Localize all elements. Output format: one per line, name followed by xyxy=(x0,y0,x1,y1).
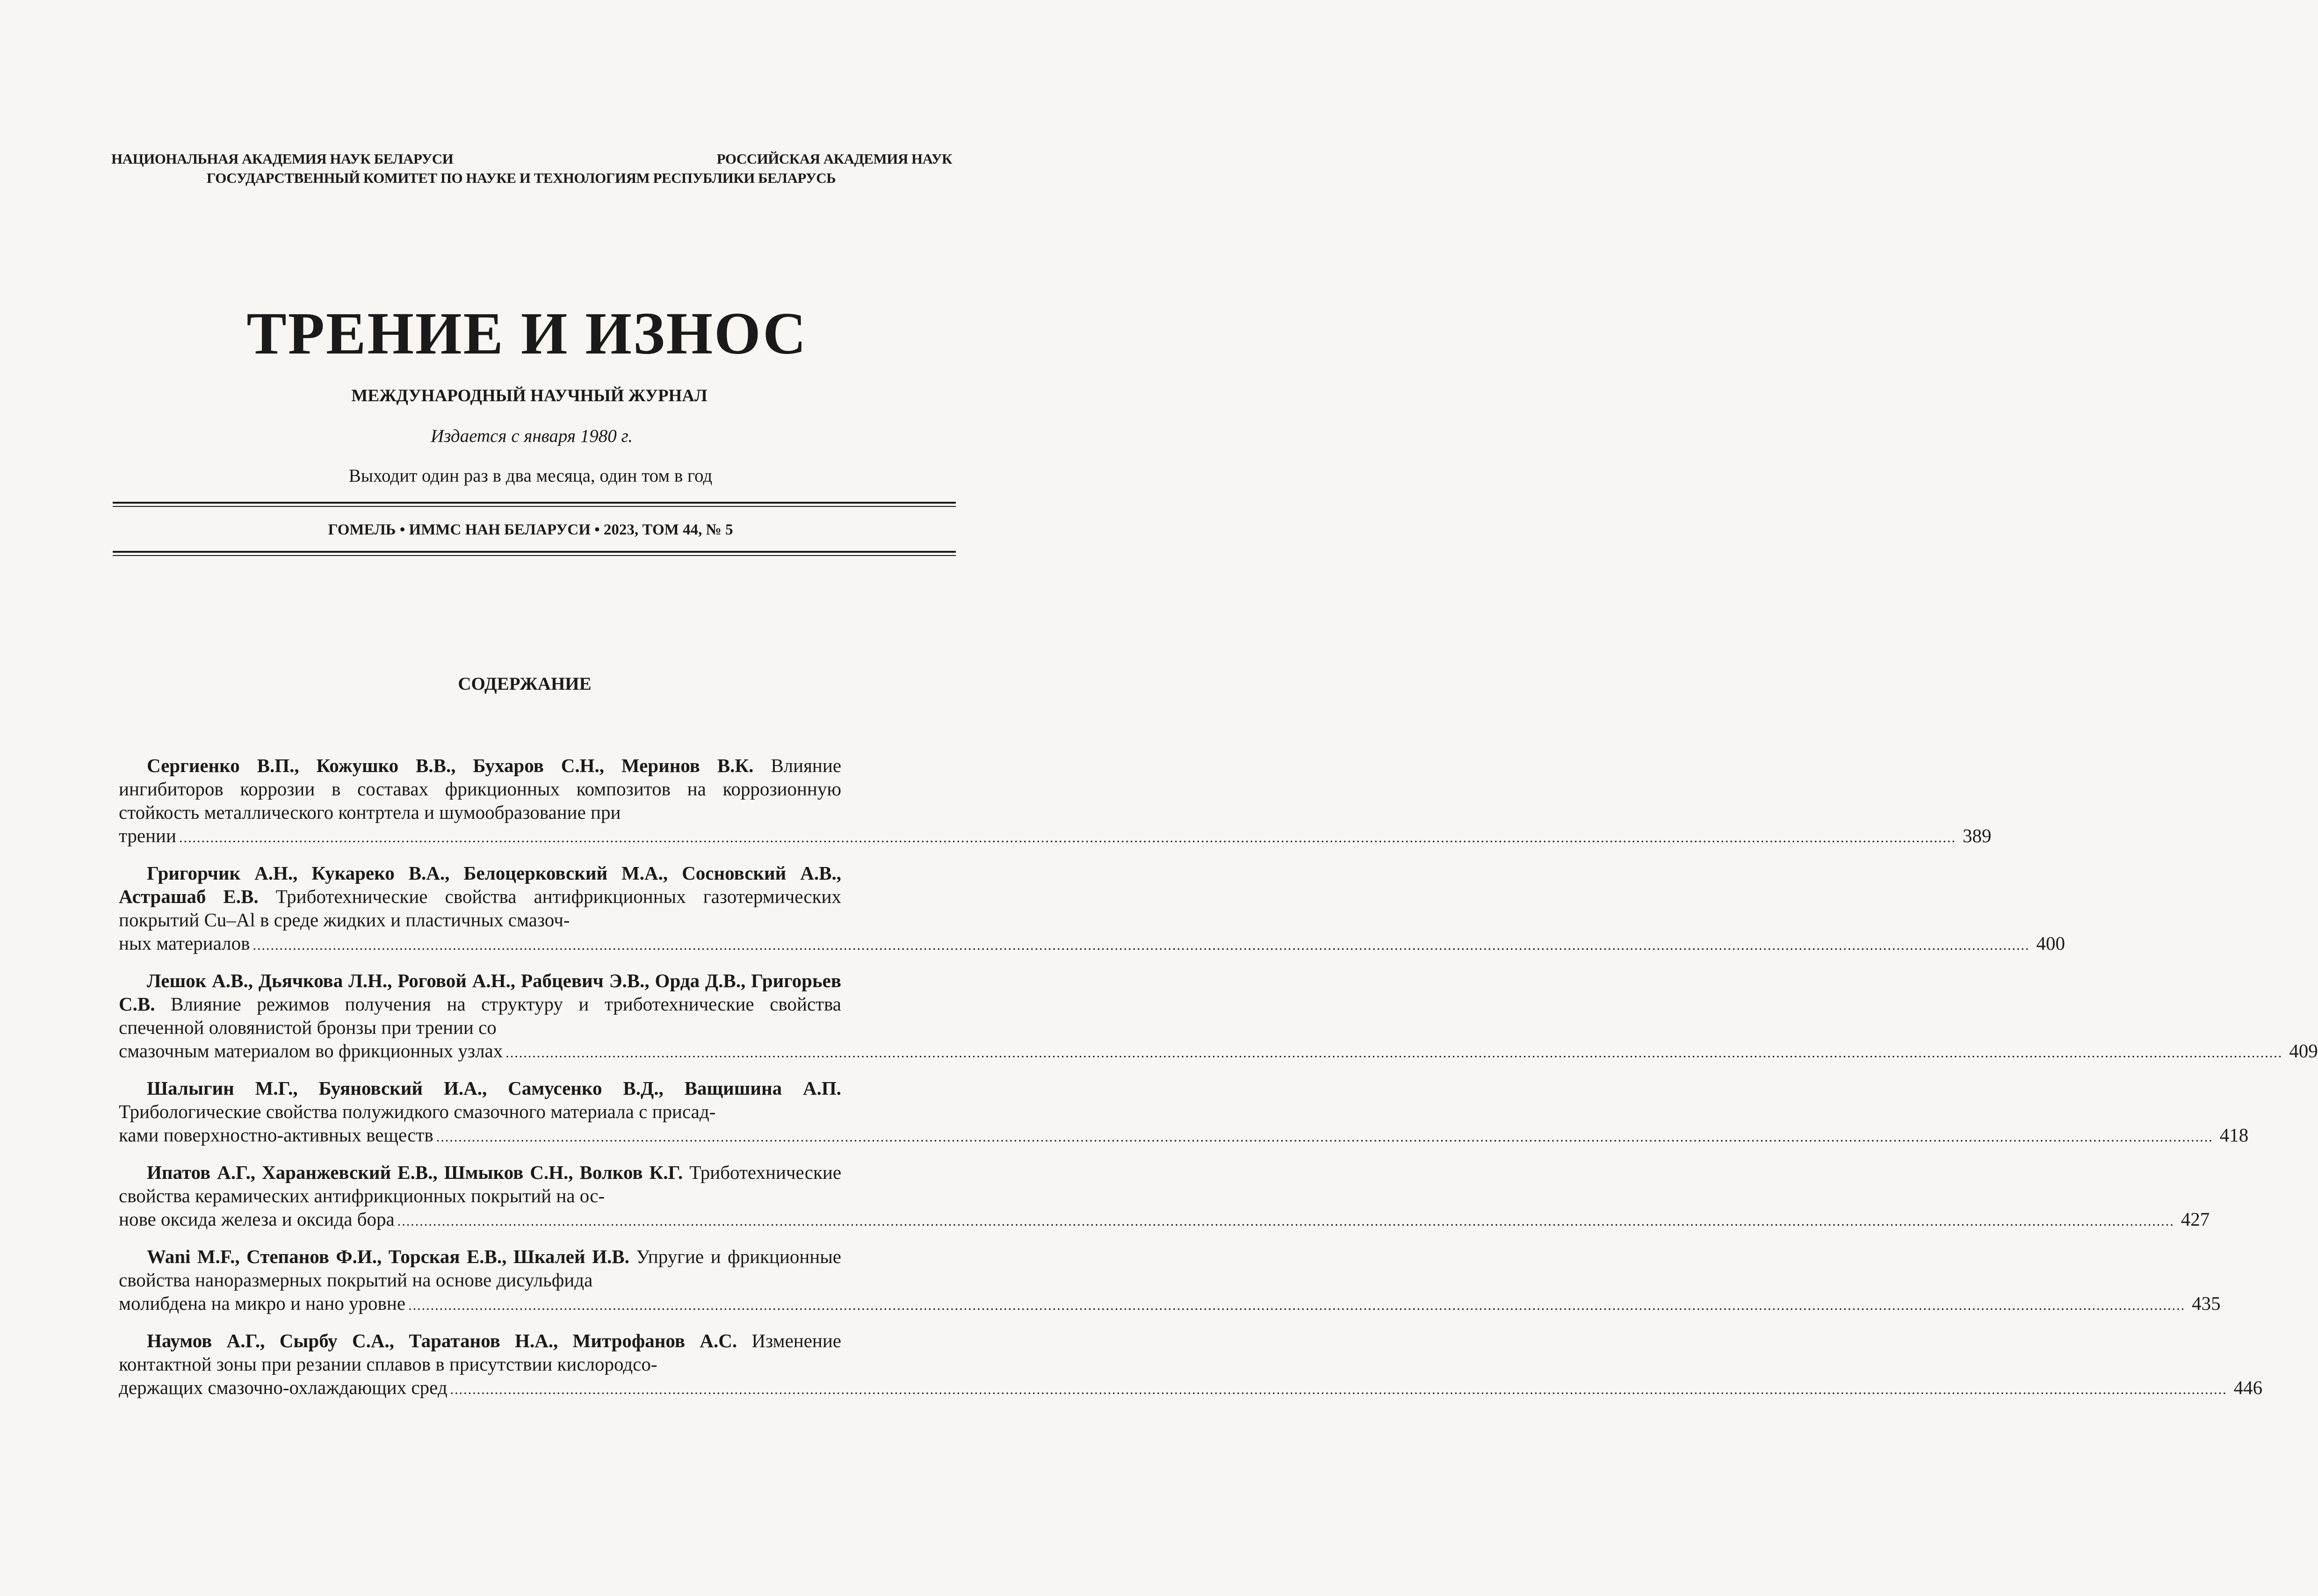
toc-leader-dots: ................................................................................................................................................................................................................................................................................................................................................................................................................ xyxy=(436,1129,2213,1145)
toc-entry-body xyxy=(119,754,841,824)
toc-entry-body xyxy=(119,1245,841,1292)
toc-last-line xyxy=(119,1376,2263,1401)
toc-article-title: Трибологические свойства полужидкого смазочного материала с присад- xyxy=(119,1101,716,1122)
toc-leader-dots: ................................................................................................................................................................................................................................................................................................................................................................................................................ xyxy=(397,1213,2174,1229)
toc-last-line xyxy=(119,932,2065,957)
toc-page-number: 400 xyxy=(2036,932,2065,954)
toc-page-number: 418 xyxy=(2219,1124,2249,1146)
toc-last-line xyxy=(119,824,1992,850)
toc-entry-body xyxy=(119,1161,841,1207)
contents-title: СОДЕРЖАНИЕ xyxy=(458,674,592,694)
toc-entry-body xyxy=(119,1076,841,1123)
toc-page-number: 409 xyxy=(2289,1040,2318,1062)
toc-page-number: 427 xyxy=(2181,1208,2210,1230)
toc-authors: Ипатов А.Г., Харанжевский Е.В., Шмыков С.Н., Волков К.Г. xyxy=(147,1162,683,1183)
toc-article-title: Триботехнические свойства керамических антифрикционных покрытий на ос- xyxy=(119,1162,842,1206)
toc-leader-dots: ................................................................................................................................................................................................................................................................................................................................................................................................................ xyxy=(450,1382,2227,1397)
toc-article-title: Влияние режимов получения на структуру и триботехнические свойства спеченной оловянистой бронзы при трении со xyxy=(119,993,841,1038)
toc-article-title-end: ных материалов xyxy=(119,932,250,954)
toc-leader-dots: ................................................................................................................................................................................................................................................................................................................................................................................................................ xyxy=(408,1298,2186,1313)
rule-bottom-thin xyxy=(113,555,956,556)
toc-authors: Лешок А.В., Дьячкова Л.Н., Роговой А.Н., Рабцевич Э.В., Орда Д.В., Григорьев С.В. xyxy=(119,970,841,1015)
toc-entry-body xyxy=(119,861,841,932)
toc-article-title-end: нове оксида железа и оксида бора xyxy=(119,1208,395,1230)
header-right-org: РОССИЙСКАЯ АКАДЕМИЯ НАУК xyxy=(716,151,952,167)
toc-authors: Григорчик А.Н., Кукареко В.А., Белоцерковский М.А., Сосновский А.В., Астрашаб Е.В. xyxy=(119,862,841,907)
toc-entry[interactable] xyxy=(119,861,2065,957)
toc-last-line xyxy=(119,1039,2318,1065)
toc-article-title: Упругие и фрикционные свойства наноразмерных покрытий на основе дисульфида xyxy=(119,1246,841,1291)
journal-since: Издается с января 1980 г. xyxy=(430,426,633,446)
toc-page-number: 446 xyxy=(2233,1377,2263,1398)
journal-title: ТРЕНИЕ И ИЗНОС xyxy=(246,300,808,367)
journal-imprint: ГОМЕЛЬ • ИММС НАН БЕЛАРУСИ • 2023, ТОМ 44, № 5 xyxy=(328,521,733,538)
journal-frequency: Выходит один раз в два месяца, один том в год xyxy=(348,466,713,486)
toc-page-number: 435 xyxy=(2192,1293,2221,1314)
toc-leader-dots: ................................................................................................................................................................................................................................................................................................................................................................................................................ xyxy=(179,830,1956,845)
toc-authors: Wani M.F., Степанов Ф.И., Торская Е.В., Шкалей И.В. xyxy=(147,1246,629,1267)
toc-article-title-end: молибдена на микро и нано уровне xyxy=(119,1293,406,1314)
table-of-contents xyxy=(119,754,2318,1413)
toc-entry[interactable] xyxy=(119,1245,2221,1317)
toc-page-number: 389 xyxy=(1962,825,1992,846)
toc-entry[interactable] xyxy=(119,754,1992,850)
toc-entry-body xyxy=(119,969,841,1039)
journal-subtitle: МЕЖДУНАРОДНЫЙ НАУЧНЫЙ ЖУРНАЛ xyxy=(351,386,708,405)
toc-article-title: Триботехнические свойства антифрикционных газотермических покрытий Cu–Al в среде жидких и пластичных смазоч- xyxy=(119,886,841,931)
toc-article-title-end: трении xyxy=(119,825,176,846)
toc-article-title-end: ками поверхностно-активных веществ xyxy=(119,1124,433,1146)
toc-article-title-end: держащих смазочно-охлаждающих сред xyxy=(119,1377,448,1398)
toc-leader-dots: ................................................................................................................................................................................................................................................................................................................................................................................................................ xyxy=(253,938,2030,953)
toc-entry[interactable] xyxy=(119,1329,2263,1401)
toc-article-title-end: смазочным материалом во фрикционных узлах xyxy=(119,1040,503,1062)
toc-last-line xyxy=(119,1207,2210,1233)
toc-entry-body xyxy=(119,1329,841,1376)
rule-top-thick xyxy=(113,502,956,504)
toc-entry[interactable] xyxy=(119,969,2318,1065)
toc-entry[interactable] xyxy=(119,1076,2249,1149)
toc-leader-dots: ................................................................................................................................................................................................................................................................................................................................................................................................................ xyxy=(505,1045,2283,1061)
rule-top-thin xyxy=(113,506,956,507)
toc-authors: Сергиенко В.П., Кожушко В.В., Бухаров С.Н., Меринов В.К. xyxy=(147,755,754,776)
toc-authors: Шалыгин М.Г., Буяновский И.А., Самусенко В.Д., Ващишина А.П. xyxy=(147,1077,841,1099)
header-middle-org: ГОСУДАРСТВЕННЫЙ КОМИТЕТ ПО НАУКЕ И ТЕХНОЛОГИЯМ РЕСПУБЛИКИ БЕЛАРУСЬ xyxy=(206,170,836,186)
toc-article-title: Влияние ингибиторов коррозии в составах фрикционных композитов на коррозионную стойкость металлического контртела и шумообразование при xyxy=(119,755,842,823)
toc-authors: Наумов А.Г., Сырбу С.А., Таратанов Н.А., Митрофанов А.С. xyxy=(147,1330,737,1351)
header-left-org: НАЦИОНАЛЬНАЯ АКАДЕМИЯ НАУК БЕЛАРУСИ xyxy=(111,151,454,167)
toc-last-line xyxy=(119,1123,2249,1149)
rule-bottom-thick xyxy=(113,551,956,553)
toc-last-line xyxy=(119,1292,2221,1317)
toc-article-title: Изменение контактной зоны при резании сплавов в присутствии кислородсо- xyxy=(119,1330,842,1375)
toc-entry[interactable] xyxy=(119,1161,2210,1233)
